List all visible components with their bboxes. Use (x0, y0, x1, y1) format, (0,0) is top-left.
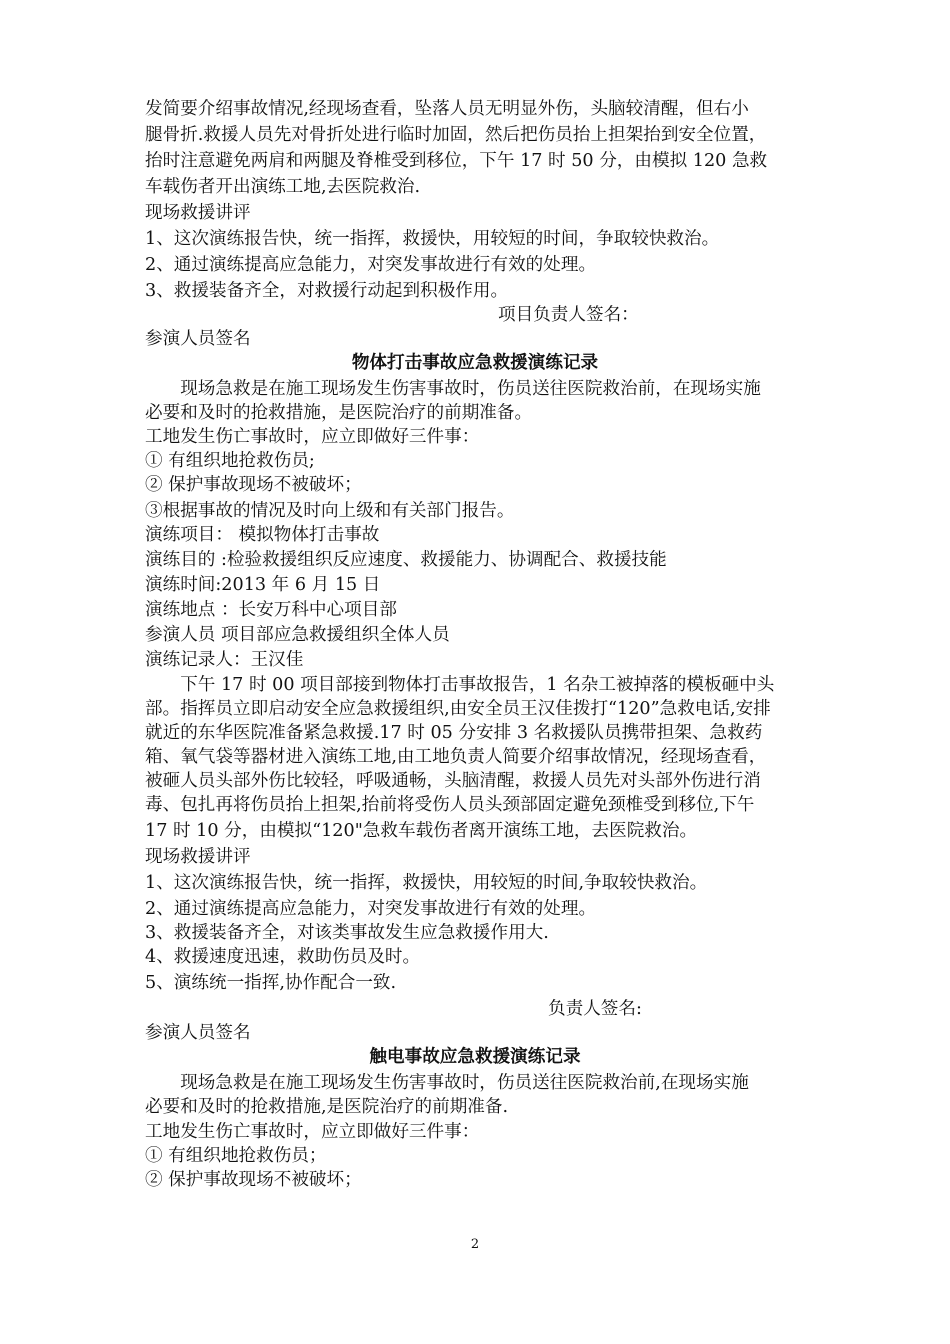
list-item: 3、救援装备齐全，对救援行动起到积极作用。 (145, 281, 509, 301)
paragraph-line: 工地发生伤亡事故时，应立即做好三件事： (145, 427, 480, 447)
list-item: ② 保护事故现场不被破坏； (145, 1170, 362, 1190)
paragraph-line: 必要和及时的抢救措施,是医院治疗的前期准备. (145, 1097, 509, 1117)
signature-line: 参演人员签名 (145, 329, 251, 349)
field-row: 参演人员 项目部应急救援组织全体人员 (145, 625, 450, 645)
field-row: 演练记录人：王汉佳 (145, 650, 304, 670)
paragraph-line: 就近的东华医院准备紧急救援.17 时 05 分安排 3 名救援队员携带担架、急救药 (145, 723, 763, 743)
signature-line: 负责人签名: (548, 999, 642, 1019)
page-number: 2 (470, 1237, 480, 1252)
paragraph-line: 17 时 10 分，由模拟“120"急救车载伤者离开演练工地，去医院救治。 (145, 821, 698, 841)
section-heading: 物体打击事故应急救援演练记录 (351, 353, 599, 373)
list-item: 1、这次演练报告快，统一指挥，救援快，用较短的时间，争取较快救治。 (145, 229, 720, 249)
paragraph-line: 抬时注意避免两肩和两腿及脊椎受到移位，下午 17 时 50 分，由模拟 120 急救 (145, 151, 768, 171)
list-item: 1、这次演练报告快，统一指挥，救援快，用较短的时间,争取较快救治。 (145, 873, 708, 893)
section-heading: 触电事故应急救援演练记录 (369, 1047, 581, 1067)
paragraph-line: 发简要介绍事故情况,经现场查看，坠落人员无明显外伤，头脑较清醒，但右小 (145, 99, 749, 119)
paragraph-line: 毒、包扎再将伤员抬上担架,抬前将受伤人员头颈部固定避免颈椎受到移位,下午 (145, 795, 755, 815)
paragraph-line: 箱、氧气袋等器材进入演练工地,由工地负责人简要介绍事故情况，经现场查看， (145, 747, 767, 767)
paragraph-line: 现场急救是在施工现场发生伤害事故时，伤员送往医院救治前,在现场实施 (145, 1073, 749, 1093)
list-item: 4、救援速度迅速，救助伤员及时。 (145, 947, 421, 967)
signature-line: 参演人员签名 (145, 1023, 251, 1043)
paragraph-line: 车载伤者开出演练工地,去医院救治. (145, 177, 421, 197)
list-item: 2、通过演练提高应急能力，对突发事故进行有效的处理。 (145, 899, 597, 919)
list-item: 3、救援装备齐全，对该类事故发生应急救援作用大. (145, 923, 549, 943)
field-row: 演练时间:2013 年 6 月 15 日 (145, 575, 381, 595)
field-row: 演练项目： 模拟物体打击事故 (145, 525, 380, 545)
field-row: 演练地点 ：长安万科中心项目部 (145, 600, 397, 620)
list-item: 5、演练统一指挥,协作配合一致. (145, 973, 397, 993)
signature-line: 项目负责人签名： (498, 305, 639, 325)
paragraph-line: 现场急救是在施工现场发生伤害事故时，伤员送往医院救治前，在现场实施 (145, 379, 761, 399)
paragraph-line: 必要和及时的抢救措施，是医院治疗的前期准备。 (145, 403, 533, 423)
list-item: ① 有组织地抢救伤员； (145, 1146, 327, 1166)
list-item: 2、通过演练提高应急能力，对突发事故进行有效的处理。 (145, 255, 597, 275)
section-label: 现场救援讲评 (145, 203, 251, 223)
paragraph-line: 部。指挥员立即启动安全应急救援组织,由安全员王汉佳拨打“120”急救电话,安排 (145, 699, 771, 719)
paragraph-line: 工地发生伤亡事故时，应立即做好三件事： (145, 1122, 480, 1142)
list-item: ① 有组织地抢救伤员; (145, 451, 315, 471)
paragraph-line: 被砸人员头部外伤比较轻，呼吸通畅，头脑清醒，救援人员先对头部外伤进行消 (145, 771, 761, 791)
list-item: ③根据事故的情况及时向上级和有关部门报告。 (145, 501, 515, 521)
paragraph-line: 下午 17 时 00 项目部接到物体打击事故报告，1 名杂工被掉落的模板砸中头 (145, 675, 775, 695)
paragraph-line: 腿骨折.救援人员先对骨折处进行临时加固，然后把伤员抬上担架抬到安全位置， (145, 125, 767, 145)
field-row: 演练目的 :检验救援组织反应速度、救援能力、协调配合、救援技能 (145, 550, 667, 570)
list-item: ② 保护事故现场不被破坏； (145, 475, 362, 495)
section-label: 现场救援讲评 (145, 847, 251, 867)
